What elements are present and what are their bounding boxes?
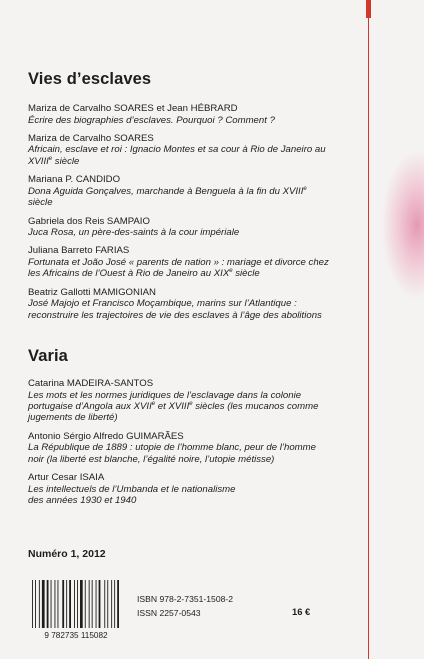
entry-title-line: des années 1930 et 1940 [28, 495, 137, 506]
entry-title: Écrire des biographies d’esclaves. Pourquoi ? Comment ? [28, 114, 275, 126]
superscript: e [151, 400, 156, 407]
century-numeral: XVIII [28, 155, 49, 167]
entry-title-line: Africain, esclave et roi : Ignacio Montes et sa cour à Rio de Janeiro au [28, 144, 326, 156]
barcode-bar [42, 580, 45, 628]
entry-title-fragment: et [155, 400, 169, 412]
toc-entry [28, 245, 358, 279]
entry-title [28, 186, 358, 209]
century-numeral: XVIII [282, 185, 304, 197]
barcode-bar [32, 580, 33, 628]
barcode-bar [35, 580, 36, 628]
entry-title-line: reconstruire les trajectoires de vie des esclaves à l’âge des abolitions [28, 309, 322, 321]
entry-author: Catarina MADEIRA-SANTOS [28, 378, 154, 390]
entry-title-fragment: portugaise d’Angola aux [28, 400, 134, 412]
superscript: e [303, 185, 307, 192]
entry-title-fragment: les Africains de l’Ouest à Rio de Janeiro au [28, 268, 214, 280]
toc-entry [28, 287, 358, 321]
toc-entry [28, 174, 358, 208]
barcode-bar [99, 580, 101, 628]
barcode-bar [117, 580, 119, 628]
toc-entry [28, 431, 358, 465]
barcode-bar [114, 580, 115, 628]
barcode-bar [107, 580, 108, 628]
century-numeral: XVIII [168, 400, 190, 412]
entry-title: Juca Rosa, un père-des-saints à la cour impériale [28, 227, 240, 239]
entry-title-fragment: siècle [232, 268, 260, 280]
barcode-bar [55, 580, 56, 628]
superscript: e [229, 268, 233, 275]
entry-title [28, 442, 358, 465]
toc-entry [28, 133, 358, 167]
barcode-bar [111, 580, 112, 628]
century-numeral: XIX [213, 268, 230, 280]
entry-author: Mariza de Carvalho SOARES et Jean HÉBRARD [28, 103, 238, 114]
barcode-bar [39, 580, 40, 628]
identifiers [137, 592, 233, 620]
entry-title-line: José Majojo et Francisco Moçambique, marins sur l’Atlantique : [28, 298, 297, 310]
issn-text: ISSN 2257-0543 [137, 608, 201, 618]
barcode [28, 578, 124, 640]
barcode-bar [74, 580, 75, 628]
barcode-bar [62, 580, 64, 628]
toc-entry [28, 472, 358, 506]
toc-entry [28, 103, 358, 126]
red-vertical-line [368, 0, 369, 659]
superscript: e [48, 155, 53, 162]
entry-author: Mariza de Carvalho SOARES [28, 132, 154, 144]
entry-title-line: Fortunata et João José « parents de nation » : mariage et divorce chez [28, 256, 329, 268]
entry-author: Juliana Barreto FARIAS [28, 245, 130, 257]
barcode-bar [80, 580, 83, 628]
entry-title-fragment: siècle [28, 197, 53, 209]
superscript: e [189, 400, 193, 407]
section-heading-varia: Varia [28, 347, 68, 366]
barcode-bar [104, 580, 105, 628]
barcode-bar [47, 580, 49, 628]
entry-title-line: Les mots et les normes juridiques de l’esclavage dans la colonie [28, 389, 302, 401]
toc-entry [28, 216, 358, 239]
entry-title-line: noir (la liberté est blanche, l’égalité noire, l’utopie métisse) [28, 453, 275, 465]
entry-title-line: jugements de liberté) [28, 412, 118, 424]
table-of-contents [28, 70, 358, 506]
entry-title [28, 298, 358, 321]
entry-author: Beatriz Gallotti MAMIGONIAN [28, 286, 156, 298]
entry-author: Mariana P. CANDIDO [28, 174, 121, 186]
pink-decoration [381, 150, 424, 300]
barcode-bar [85, 580, 86, 628]
entry-title [28, 257, 358, 280]
entry-title-line: Les intellectuels de l’Umbanda et le nationalisme [28, 483, 236, 495]
barcode-bar [69, 580, 71, 628]
barcode-bar [66, 580, 67, 628]
barcode-number: 9 782735 115082 [44, 631, 108, 640]
barcode-bar [77, 580, 78, 628]
entry-title-fragment: siècles (les mucanos comme [192, 400, 319, 412]
price: 16 € [292, 606, 311, 617]
isbn-text: ISBN 978-2-7351-1508-2 [137, 594, 234, 604]
entry-author: Antonio Sérgio Alfredo GUIMARÃES [28, 430, 184, 442]
barcode-bar [58, 580, 59, 628]
entry-title-line: La République de 1889 : utopie de l’homme blanc, peur de l’homme [28, 442, 316, 454]
toc-entry [28, 378, 358, 424]
barcode-bar [96, 580, 97, 628]
issue-number: Numéro 1, 2012 [28, 548, 106, 560]
entry-title-fragment: siècle [52, 155, 80, 167]
entry-author: Gabriela dos Reis SAMPAIO [28, 215, 150, 227]
entry-author: Artur Cesar ISAIA [28, 472, 105, 484]
century-numeral: XVII [133, 400, 152, 412]
barcode-bar [92, 580, 93, 628]
barcode-bar [89, 580, 90, 628]
barcode-bar [51, 580, 52, 628]
entry-title [28, 390, 358, 424]
entry-title [28, 484, 358, 507]
entry-title [28, 144, 358, 167]
entry-title-fragment: Dona Aguida Gonçalves, marchande à Benguela à la fin du [28, 185, 283, 197]
section-heading-vies: Vies d’esclaves [28, 70, 152, 88]
